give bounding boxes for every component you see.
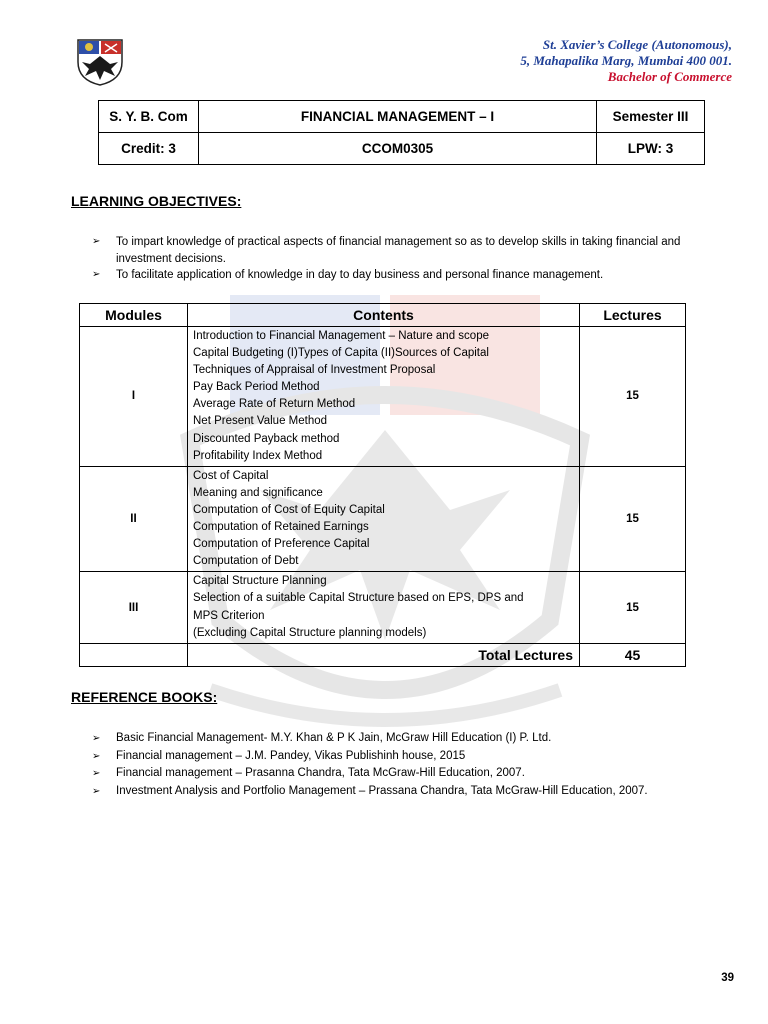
learning-objectives-heading: LEARNING OBJECTIVES:	[71, 193, 242, 209]
modules-table	[79, 303, 686, 667]
book-reference: Financial management – J.M. Pandey, Vikas Publishinh house, 2015	[116, 749, 466, 762]
list-item	[92, 730, 732, 748]
content-line: Computation of Cost of Equity Capital	[193, 503, 385, 516]
course-info-table	[98, 100, 705, 165]
module-number: III	[80, 572, 188, 643]
content-line: Computation of Debt	[193, 555, 299, 568]
table-row	[80, 572, 686, 643]
total-row	[80, 643, 686, 666]
learning-objectives-list	[92, 234, 718, 284]
modules-header: Modules	[80, 304, 188, 327]
content-line: MPS Criterion	[193, 609, 265, 622]
content-line: Meaning and significance	[193, 486, 323, 499]
content-line: Pay Back Period Method	[193, 381, 320, 394]
lecture-count: 15	[580, 572, 686, 643]
empty-cell	[80, 643, 188, 666]
lecture-count: 15	[580, 327, 686, 467]
module-number: I	[80, 327, 188, 467]
college-crest-icon	[76, 36, 124, 86]
lpw-cell: LPW: 3	[597, 133, 705, 165]
book-reference: Basic Financial Management- M.Y. Khan & P K Jain, McGraw Hill Education (I) P. Ltd.	[116, 732, 552, 744]
module-contents	[188, 466, 580, 572]
total-lectures-value: 45	[580, 643, 686, 666]
content-line: Computation of Retained Earnings	[193, 521, 369, 534]
list-item	[92, 234, 718, 267]
book-reference: Financial management – Prasanna Chandra, Tata McGraw-Hill Education, 2007.	[116, 767, 525, 779]
content-line: Profitability Index Method	[193, 449, 323, 462]
reference-books-heading: REFERENCE BOOKS:	[71, 689, 218, 705]
content-line: Cost of Capital	[193, 469, 269, 482]
college-address	[520, 37, 732, 85]
table-row	[80, 327, 686, 467]
content-line: Discounted Payback method	[193, 432, 340, 445]
list-item	[92, 783, 732, 801]
arrow-bullet-icon: ➢	[92, 750, 101, 762]
table-row	[80, 466, 686, 572]
college-address-line: 5, Mahapalika Marg, Mumbai 400 001.	[520, 53, 732, 68]
book-reference: Investment Analysis and Portfolio Management – Prassana Chandra, Tata McGraw-Hill Education, 2007.	[116, 784, 648, 797]
total-lectures-label: Total Lectures	[188, 643, 580, 666]
content-line: Selection of a suitable Capital Structure based on EPS, DPS and	[193, 592, 524, 605]
content-line: Introduction to Financial Management – Nature and scope	[193, 330, 489, 342]
objective-text: To facilitate application of knowledge in day to day business and personal finance management.	[116, 269, 604, 281]
contents-header: Contents	[188, 304, 580, 327]
credit-cell: Credit: 3	[99, 133, 199, 165]
objective-text: To impart knowledge of practical aspects of financial management so as to develop skills in taking financial and investment decisions.	[116, 236, 681, 265]
content-line: Techniques of Appraisal of Investment Proposal	[193, 364, 436, 377]
content-line: Capital Structure Planning	[193, 575, 327, 588]
content-line: Computation of Preference Capital	[193, 538, 370, 551]
lectures-header: Lectures	[580, 304, 686, 327]
list-item	[92, 765, 732, 783]
program-name: Bachelor of Commerce	[607, 69, 732, 84]
course-title-cell: FINANCIAL MANAGEMENT – I	[199, 101, 597, 133]
arrow-bullet-icon: ➢	[92, 785, 101, 797]
reference-books-list	[92, 730, 732, 800]
module-number: II	[80, 466, 188, 572]
content-line: Average Rate of Return Method	[193, 398, 356, 411]
course-code-cell: CCOM0305	[199, 133, 597, 165]
arrow-bullet-icon: ➢	[92, 733, 101, 744]
content-line: Net Present Value Method	[193, 415, 328, 428]
page-number: 39	[721, 972, 734, 984]
module-contents	[188, 327, 580, 467]
content-line: Capital Budgeting (I)Types of Capita (II)Sources of Capital	[193, 347, 489, 360]
content-line: (Excluding Capital Structure planning models)	[193, 626, 427, 639]
class-cell: S. Y. B. Com	[99, 101, 199, 133]
list-item	[92, 267, 718, 284]
arrow-bullet-icon: ➢	[92, 269, 101, 280]
module-contents	[188, 572, 580, 643]
list-item	[92, 748, 732, 766]
college-name: St. Xavier’s College (Autonomous),	[542, 37, 732, 52]
semester-cell: Semester III	[597, 101, 705, 133]
arrow-bullet-icon: ➢	[92, 236, 101, 247]
lecture-count: 15	[580, 466, 686, 572]
arrow-bullet-icon: ➢	[92, 768, 101, 779]
